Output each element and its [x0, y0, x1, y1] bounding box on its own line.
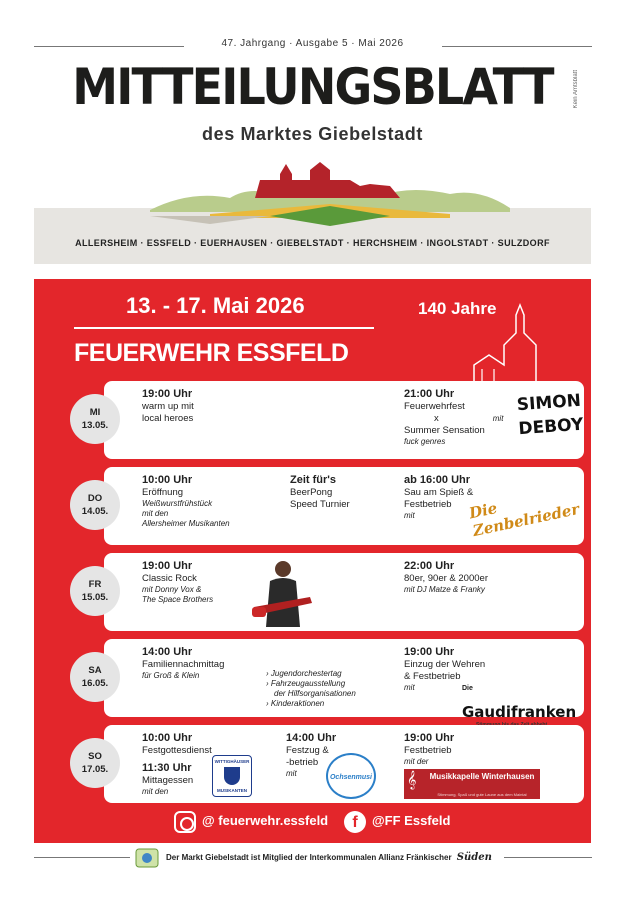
event-middle: Zeit für's BeerPong Speed Turnier: [290, 474, 350, 510]
event-right: 21:00 Uhr Feuerwehrfest x mit Summer Sensation fuck genres: [404, 388, 504, 446]
event-left: 14:00 Uhr Familiennachmittag für Groß & Klein: [142, 646, 225, 680]
gaudifranken-logo: $^{Die}$ Gaudifranken: [462, 685, 577, 721]
event-left: 10:00 Uhr Festgottesdienst 11:30 Uhr Mittagessen mit den: [142, 732, 212, 796]
village-list: ALLERSHEIM · ESSFELD · EUERHAUSEN · GIEBELSTADT · HERCHSHEIM · INGOLSTADT · SULZDORF: [75, 238, 550, 248]
wittighaeuser-badge: WITTIGHÄUSER MUSIKANTEN: [212, 755, 252, 797]
zenbelrieder-logo: Die Zenbelrieder: [467, 498, 581, 541]
day-badge: FR 15.05.: [70, 566, 120, 616]
facebook-icon[interactable]: f: [344, 811, 366, 833]
alliance-emblem-icon: [134, 845, 160, 871]
day-row-sa: [70, 639, 585, 721]
edition-line: [0, 38, 625, 54]
event-right: 19:00 Uhr Festbetrieb mit der: [404, 732, 455, 766]
event-middle: › Jugendorchestertag › Fahrzeugausstellung der Hilfsorganisationen › Kinderaktionen: [266, 669, 356, 708]
poster-anniversary: 140 Jahre: [418, 299, 497, 318]
event-right: 22:00 Uhr 80er, 90er & 2000er mit DJ Matze & Franky: [404, 560, 488, 594]
skyline-illustration: [150, 150, 510, 230]
musikkapelle-logo: 𝄞 Musikkapelle Winterhausen Stimmung, Spaß und gute Laune aus dem Maintal: [404, 769, 540, 799]
event-left: 19:00 Uhr warm up mit local heroes: [142, 388, 194, 424]
day-badge: SO 17.05.: [70, 738, 120, 788]
church-outline-icon: [454, 295, 574, 385]
event-poster: [34, 279, 591, 843]
poster-title: FEUERWEHR ESSFELD: [74, 339, 349, 367]
poster-divider: [74, 327, 374, 329]
simon-deboy-logo: SIMON DEBOY: [516, 390, 584, 440]
event-right: 19:00 Uhr Einzug der Wehren & Festbetrieb mit: [404, 646, 486, 692]
guitarist-photo: [246, 557, 320, 633]
day-badge: DO 14.05.: [70, 480, 120, 530]
edition-info: 47. Jahrgang · Ausgabe 5 · Mai 2026: [221, 38, 404, 49]
footer-text: Der Markt Giebelstadt ist Mitglied der Interkommunalen Allianz Fränkischer Süden: [166, 852, 492, 863]
social-links: [34, 807, 591, 837]
facebook-handle[interactable]: @FF Essfeld: [372, 813, 451, 828]
day-row-mi: [70, 381, 585, 459]
event-left: 10:00 Uhr Eröffnung Weißwurstfrühstück mit den Allersheimer Musikanten: [142, 474, 230, 528]
footer: [0, 845, 625, 871]
day-row-so: [70, 725, 585, 803]
music-clef-icon: 𝄞: [407, 772, 417, 789]
day-row-fr: [70, 553, 585, 631]
masthead-subtitle: des Marktes Giebelstadt: [202, 124, 423, 144]
masthead-title: MITTEILUNGSBLATT: [72, 58, 553, 116]
instagram-icon[interactable]: [174, 811, 196, 833]
event-left: 19:00 Uhr Classic Rock mit Donny Vox & The Space Brothers: [142, 560, 214, 604]
poster-dates: 13. - 17. Mai 2026: [126, 293, 305, 318]
instagram-handle[interactable]: @ feuerwehr.essfeld: [202, 813, 329, 828]
day-badge: MI 13.05.: [70, 394, 120, 444]
day-badge: SA 16.05.: [70, 652, 120, 702]
ochsenmusi-logo: Ochsenmusi: [326, 753, 376, 799]
event-right: ab 16:00 Uhr Sau am Spieß & Festbetrieb mit: [404, 474, 474, 520]
day-row-do: [70, 467, 585, 545]
side-note: Kein Amtsblatt: [573, 70, 579, 109]
event-middle: 14:00 Uhr Festzug & -betrieb mit: [286, 732, 337, 778]
